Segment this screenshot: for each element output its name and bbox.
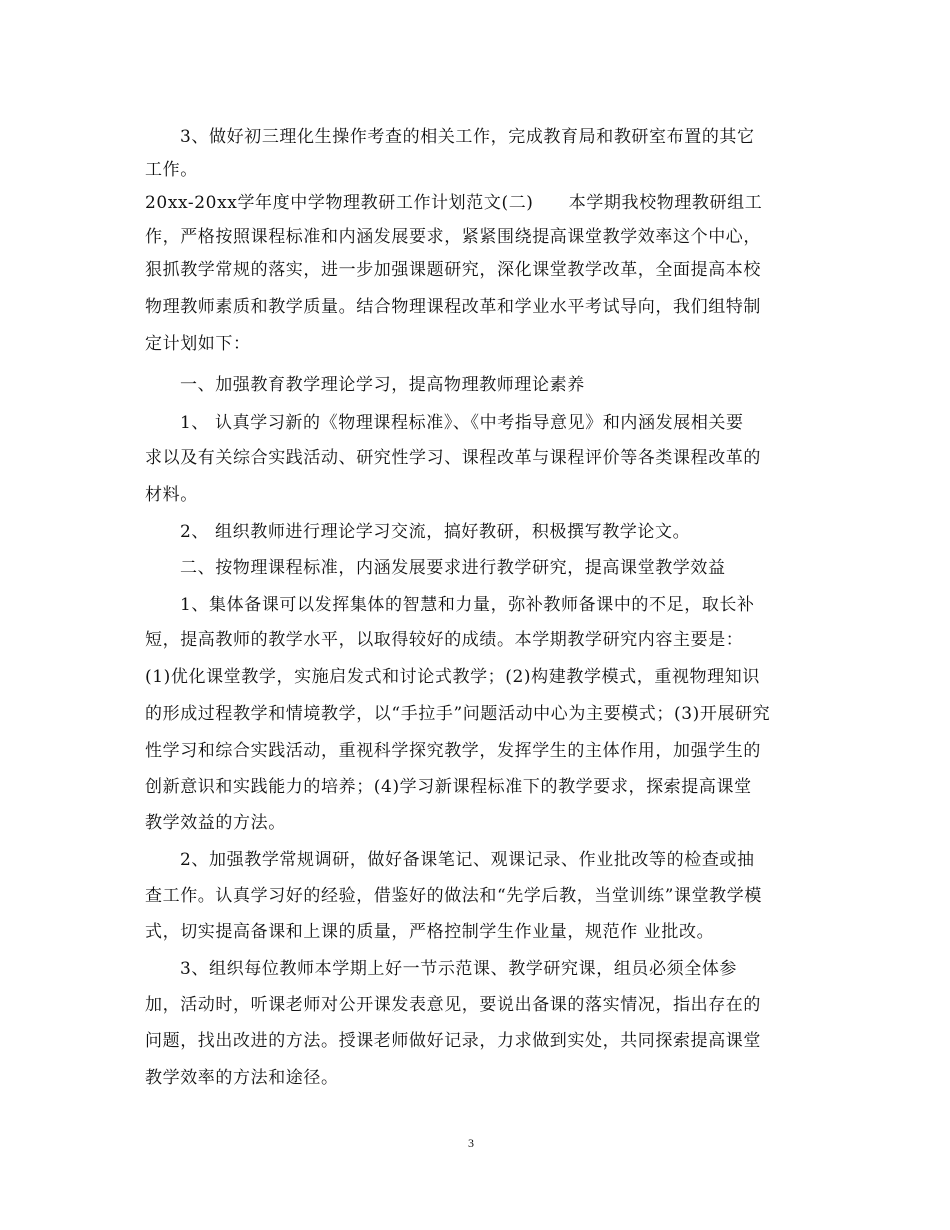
- text-line: 2、 组织教师进行理论学习交流，搞好教研，积极撰写教学论文。: [180, 522, 691, 542]
- text-line: 教学效益的方法。: [145, 813, 286, 833]
- section-heading: 二、按物理课程标准，内涵发展要求进行教学研究，提高课堂教学效益: [180, 558, 726, 578]
- text-line: 1、 认真学习新的《物理课程标准》、《中考指导意见》和内涵发展相关要: [180, 413, 744, 433]
- text-line: 材料。: [145, 485, 198, 505]
- text-line: (1)优化课堂教学，实施启发式和讨论式教学；(2)构建教学模式，重视物理知识: [145, 667, 760, 687]
- text-line: 教学效率的方法和途径。: [145, 1068, 339, 1088]
- text-line: 工作。: [145, 160, 198, 180]
- text-line: 狠抓教学常规的落实，进一步加强课题研究，深化课堂教学改革，全面提高本校: [145, 260, 761, 280]
- text-line: 3、做好初三理化生操作考查的相关工作，完成教育局和教研室布置的其它: [180, 127, 755, 147]
- text-line: 问题，找出改进的方法。授课老师做好记录，力求做到实处，共同探索提高课堂: [145, 1031, 761, 1051]
- text-line: 查工作。认真学习好的经验，借鉴好的做法和“先学后教，当堂训练”课堂教学模: [145, 886, 762, 906]
- text-line: 2、加强教学常规调研，做好备课笔记、观课记录、作业批改等的检查或抽: [180, 850, 755, 870]
- text-line: 作，严格按照课程标准和内涵发展要求，紧紧围绕提高课堂教学效率这个中心，: [145, 227, 761, 247]
- text-line: 物理教师素质和教学质量。结合物理课程改革和学业水平考试导向，我们组特制: [145, 297, 761, 317]
- text-line: 定计划如下：: [145, 334, 251, 354]
- text-line: 短，提高教师的教学水平，以取得较好的成绩。本学期教学研究内容主要是：: [145, 630, 744, 650]
- text-line: 式，切实提高备课和上课的质量，严格控制学生作业量，规范作 业批改。: [145, 922, 715, 942]
- page-number: 3: [468, 1136, 474, 1150]
- text-line: 求以及有关综合实践活动、研究性学习、课程改革与课程评价等各类课程改革的: [145, 448, 761, 468]
- text-line: 20xx-20xx学年度中学物理教研工作计划范文(二) 本学期我校物理教研组工: [145, 193, 763, 213]
- text-line: 加，活动时，听课老师对公开课发表意见，要说出备课的落实情况，指出存在的: [145, 995, 761, 1015]
- text-line: 创新意识和实践能力的培养；(4)学习新课程标准下的教学要求，探索提高课堂: [145, 777, 752, 797]
- section-heading: 一、加强教育教学理论学习，提高物理教师理论素养: [180, 375, 585, 395]
- text-line: 3、组织每位教师本学期上好一节示范课、教学研究课，组员必须全体参: [180, 959, 738, 979]
- text-line: 1、集体备课可以发挥集体的智慧和力量，弥补教师备课中的不足，取长补: [180, 595, 755, 615]
- text-line: 的形成过程教学和情境教学，以“手拉手”问题活动中心为主要模式；(3)开展研究: [145, 704, 771, 724]
- text-line: 性学习和综合实践活动，重视科学探究教学，发挥学生的主体作用，加强学生的: [145, 741, 761, 761]
